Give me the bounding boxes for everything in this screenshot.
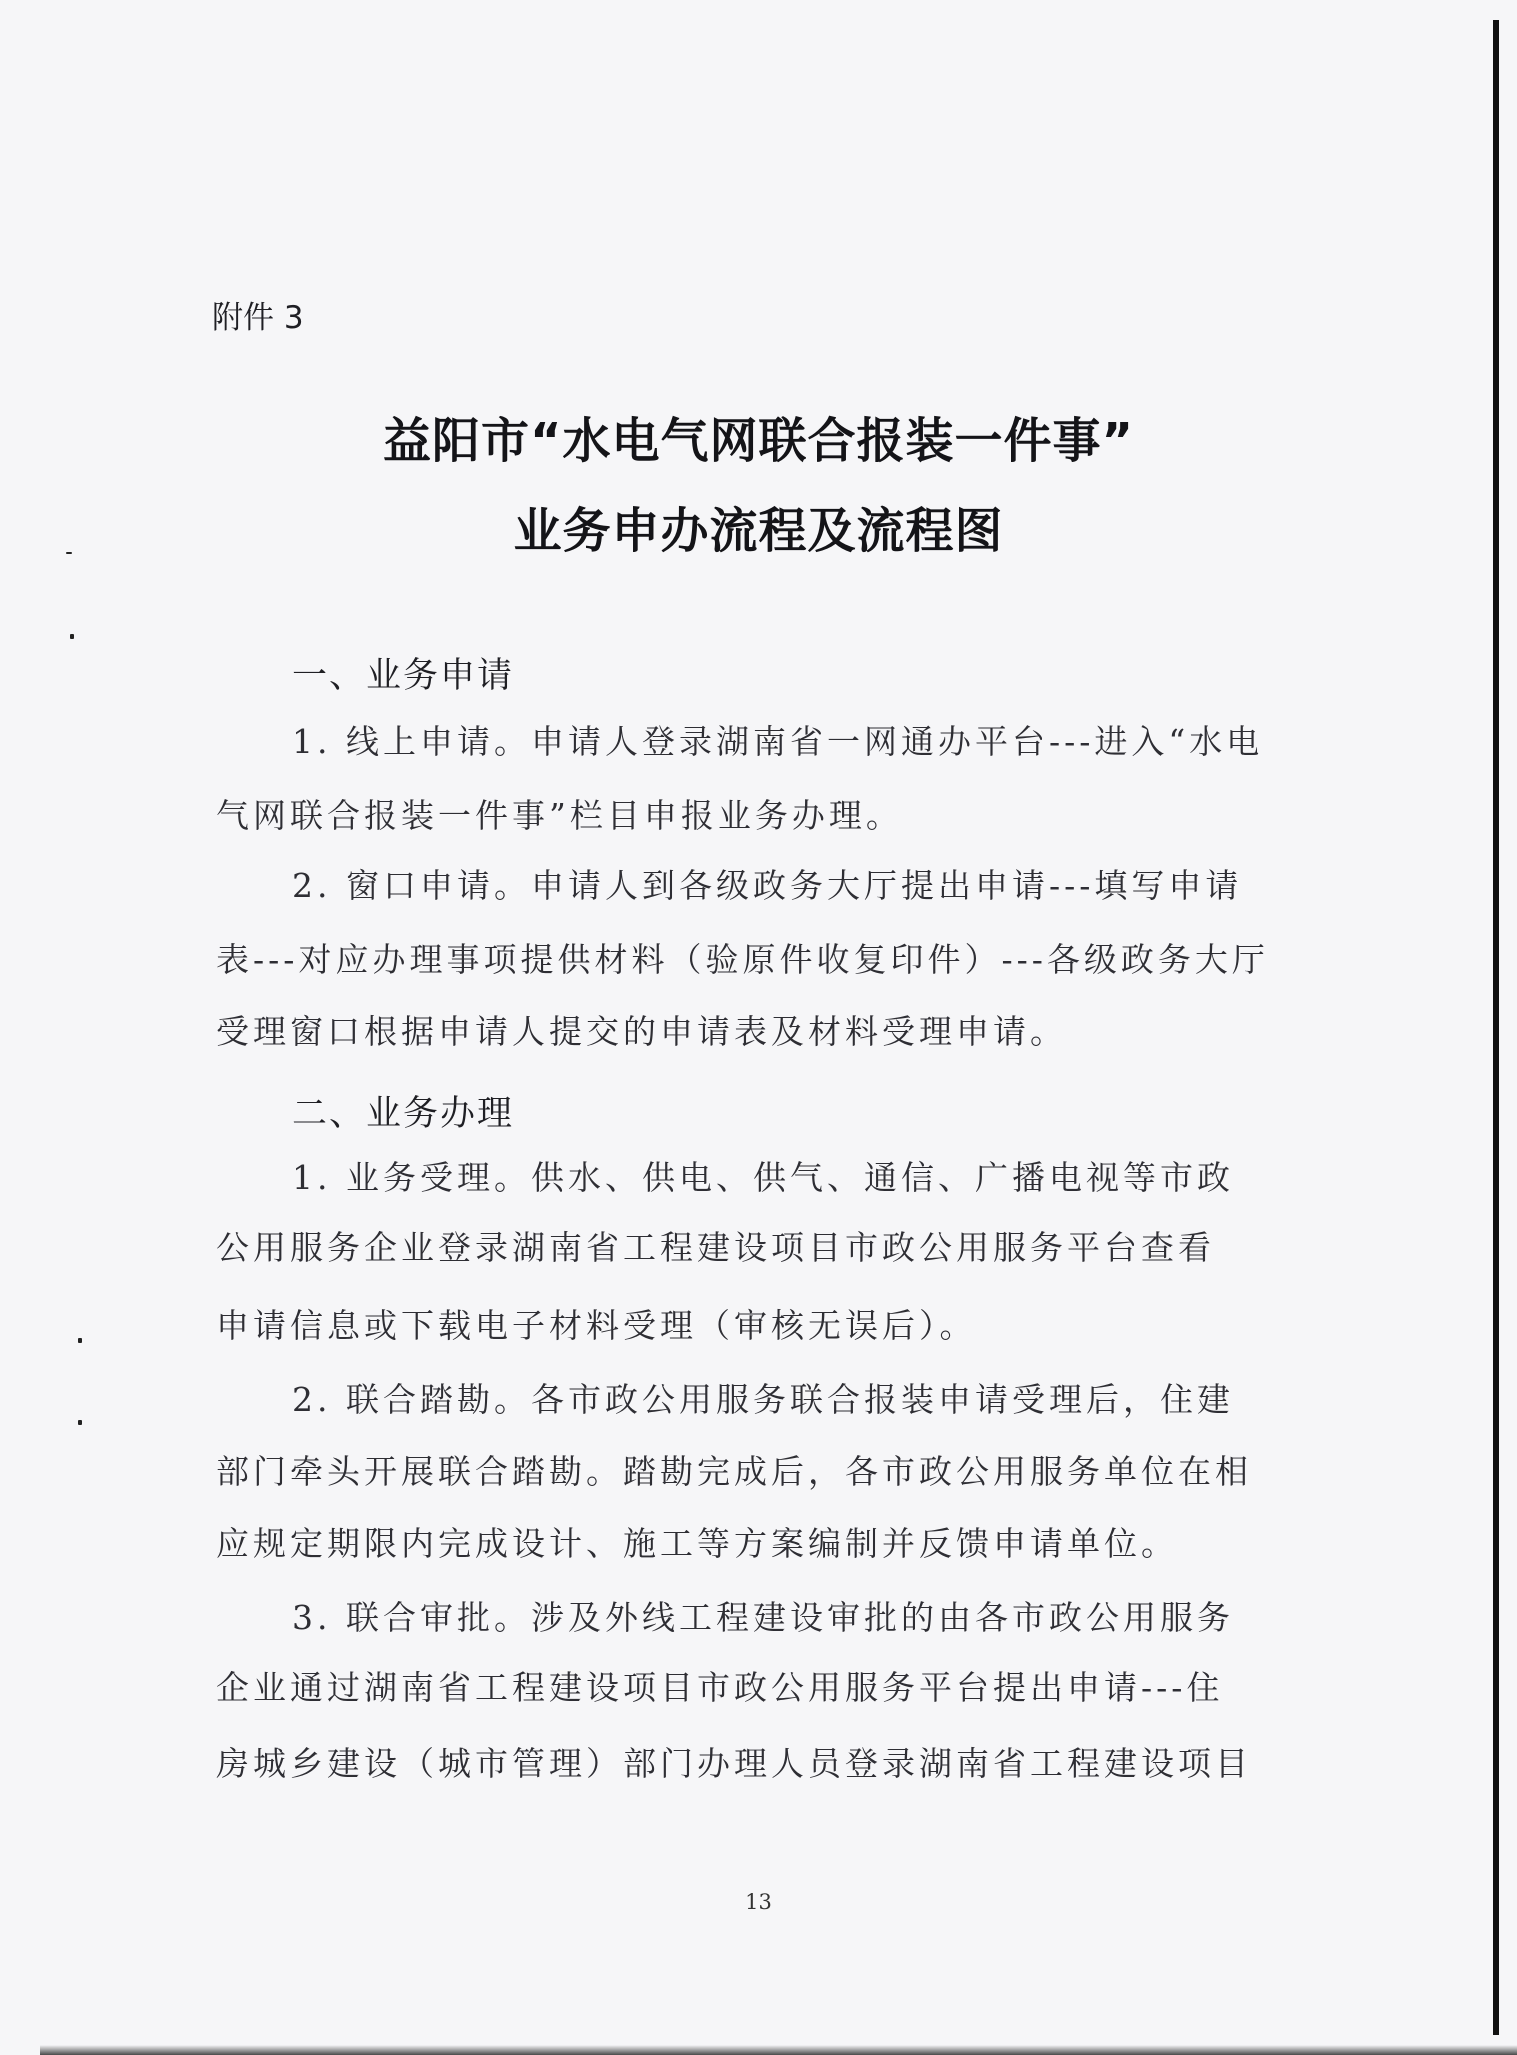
section-heading-processing: 二、业务办理 — [292, 1094, 515, 1134]
document-title-line-1: 益阳市“水电气网联合报装一件事” — [382, 413, 1135, 469]
paragraph-line: 部门牵头开展联合踏勘。踏勘完成后，各市政公用服务单位在相 — [216, 1452, 1252, 1491]
paragraph-line: 1. 线上申请。申请人登录湖南省一网通办平台---进入“水电 — [292, 722, 1264, 761]
paragraph-line: 应规定期限内完成设计、施工等方案编制并反馈申请单位。 — [216, 1524, 1178, 1563]
paragraph-line: 表---对应办理事项提供材料（验原件收复印件）---各级政务大厅 — [216, 940, 1269, 979]
scan-speck — [78, 1420, 82, 1425]
paragraph-line: 申请信息或下载电子材料受理（审核无误后）。 — [216, 1306, 977, 1345]
scan-speck — [70, 634, 74, 639]
paragraph-line: 2. 联合踏勘。各市政公用服务联合报装申请受理后，住建 — [292, 1380, 1234, 1419]
paragraph-line: 企业通过湖南省工程建设项目市政公用服务平台提出申请---住 — [216, 1668, 1224, 1707]
paragraph-line: 气网联合报装一件事”栏目申报业务办理。 — [216, 796, 903, 835]
paragraph-line: 房城乡建设（城市管理）部门办理人员登录湖南省工程建设项目 — [216, 1744, 1252, 1783]
document-title-line-2: 业务申办流程及流程图 — [513, 503, 1004, 559]
paragraph-line: 3. 联合审批。涉及外线工程建设审批的由各市政公用服务 — [292, 1598, 1234, 1637]
paragraph-line: 受理窗口根据申请人提交的申请表及材料受理申请。 — [216, 1012, 1067, 1051]
paragraph-line: 1. 业务受理。供水、供电、供气、通信、广播电视等市政 — [292, 1158, 1234, 1197]
paragraph-line: 2. 窗口申请。申请人到各级政务大厅提出申请---填写申请 — [292, 866, 1243, 905]
attachment-label: 附件 3 — [212, 300, 304, 336]
scan-edge-bottom — [40, 2045, 1517, 2055]
paragraph-line: 公用服务企业登录湖南省工程建设项目市政公用服务平台查看 — [216, 1228, 1215, 1267]
scan-edge-right — [1493, 20, 1499, 2035]
scan-speck — [78, 1338, 82, 1343]
section-heading-application: 一、业务申请 — [292, 656, 515, 696]
page-number: 13 — [745, 1890, 772, 1914]
